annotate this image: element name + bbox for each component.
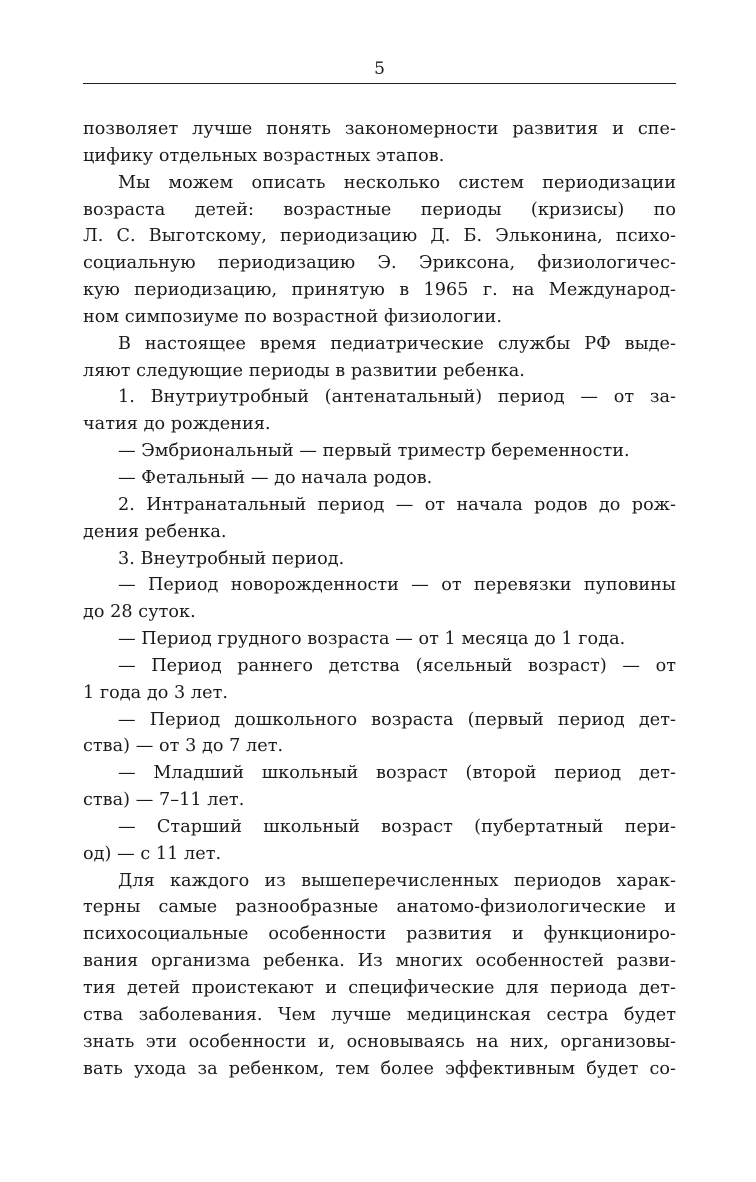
text-line: вания организма ребенка. Из многих особенностей разви- — [83, 951, 676, 972]
paragraph-features — [83, 868, 676, 1083]
text-line: ном симпозиуме по возрастной физиологии. — [83, 306, 502, 327]
text-line: Для каждого из вышеперечисленных периодов харак- — [118, 870, 676, 891]
text-line: 1. Внутриутробный (антенатальный) период — от за- — [118, 387, 676, 408]
paragraph-periodization-systems — [83, 170, 676, 331]
text-line: — Эмбриональный — первый триместр беременности. — [118, 441, 630, 462]
text-line: социальную периодизацию Э. Эриксона, физиологичес- — [83, 253, 676, 274]
page-number: 5 — [374, 59, 385, 79]
text-line: знать эти особенности и, основываясь на них, организовы- — [83, 1031, 676, 1052]
text-line: дения ребенка. — [83, 521, 227, 542]
text-line: В настоящее время педиатрические службы РФ выде- — [118, 333, 676, 354]
text-line: до 28 суток. — [83, 602, 196, 623]
text-line: вать ухода за ребенком, тем более эффективным будет со- — [83, 1058, 676, 1079]
text-line: — Период новорожденности — от перевязки пуповины — [118, 575, 676, 596]
text-line: — Младший школьный возраст (второй период дет- — [118, 763, 676, 784]
text-line: — Фетальный — до начала родов. — [118, 467, 433, 488]
text-line: тия детей проистекают и специфические для периода дет- — [83, 978, 676, 998]
list-item-early-childhood — [83, 653, 676, 707]
text-line: терны самые разнообразные анатомо-физиологические и — [83, 897, 676, 918]
list-item-antenatal — [83, 384, 676, 438]
text-line: ства заболевания. Чем лучше медицинская сестра будет — [83, 1004, 676, 1025]
text-line: 1 года до 3 лет. — [83, 682, 229, 703]
header-rule — [83, 83, 676, 84]
text-line: цифику отдельных возрастных этапов. — [83, 145, 445, 166]
text-line: — Период дошкольного возраста (первый период дет- — [118, 709, 676, 730]
list-item-newborn — [83, 572, 676, 626]
list-item-extrauterine — [83, 546, 676, 573]
text-line: 3. Внеутробный период. — [118, 548, 345, 569]
text-line: ства) — от 3 до 7 лет. — [83, 736, 284, 757]
text-line: возраста детей: возрастные периоды (кризисы) по — [83, 199, 676, 220]
text-line: психосоциальные особенности развития и функциониро- — [83, 924, 676, 945]
list-item-infancy — [83, 626, 676, 653]
text-line: ляют следующие периоды в развитии ребенка. — [83, 360, 525, 381]
list-item-embryonic — [83, 438, 676, 465]
text-line: Мы можем описать несколько систем периодизации — [118, 172, 676, 193]
text-line: 2. Интранатальный период — от начала родов до рож- — [118, 494, 676, 515]
list-item-preschool — [83, 707, 676, 761]
text-line: — Период раннего детства (ясельный возраст) — от — [118, 655, 676, 676]
list-item-fetal — [83, 465, 676, 492]
text-line: кую периодизацию, принятую в 1965 г. на Международ- — [83, 280, 676, 301]
text-line: — Старший школьный возраст (пубертатный пери- — [118, 816, 676, 837]
body-text — [83, 116, 676, 1082]
paragraph-pediatric-services — [83, 331, 676, 385]
list-item-senior-school — [83, 814, 676, 868]
text-line: чатия до рождения. — [83, 414, 271, 435]
text-line: позволяет лучше понять закономерности развития и спе- — [83, 119, 676, 139]
list-item-intranatal — [83, 492, 676, 546]
text-line: — Период грудного возраста — от 1 месяца до 1 года. — [118, 629, 626, 650]
text-line: ства) — 7–11 лет. — [83, 790, 245, 811]
list-item-junior-school — [83, 760, 676, 814]
paragraph-continuation — [83, 116, 676, 170]
text-line: од) — с 11 лет. — [83, 843, 222, 864]
text-line: Л. С. Выготскому, периодизацию Д. Б. Эльконина, психо- — [83, 226, 676, 247]
